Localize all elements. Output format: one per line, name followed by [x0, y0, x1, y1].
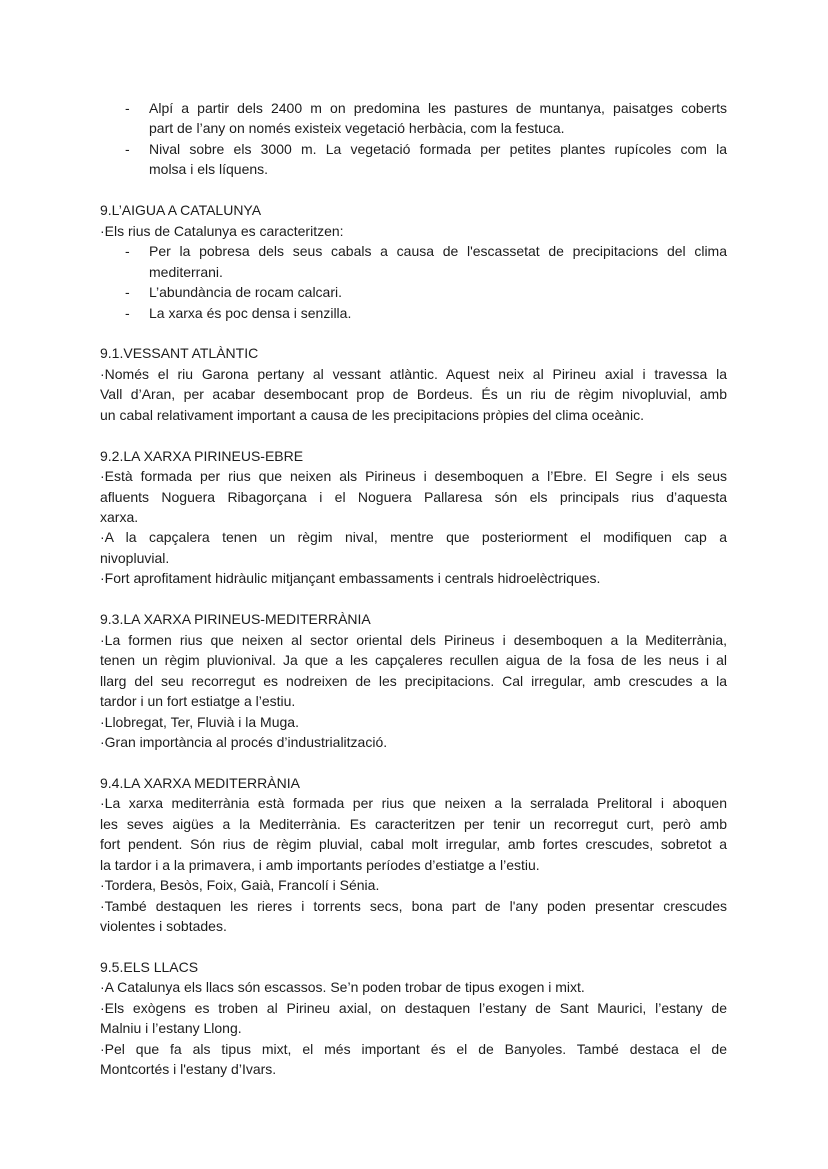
- text-line: Malniu i l’estany Llong.: [100, 1020, 242, 1037]
- text-line: tenen un règim pluvionival. Ja que a les capçaleres recullen aigua de la fosa de les neus i al: [100, 652, 727, 669]
- paragraph: [100, 630, 727, 712]
- bullet-item: [100, 241, 727, 282]
- text-line: mediterrani.: [149, 263, 223, 280]
- text-line: ·Els exògens es troben al Pirineu axial, on destaquen l’estany de Sant Maurici, l’estany de: [100, 999, 727, 1016]
- document-page: [100, 98, 727, 1080]
- text-line: ·Està formada per rius que neixen als Pirineus i desemboquen a l’Ebre. El Segre i els seus: [100, 468, 727, 485]
- text-line: un cabal relativament important a causa de les precipitacions pròpies del clima oceànic.: [100, 406, 644, 423]
- text-line: molsa i els líquens.: [149, 161, 269, 178]
- spacer: [100, 589, 727, 609]
- text-line: ·Pel que fa als tipus mixt, el més important és el de Banyoles. També destaca el de: [100, 1040, 727, 1057]
- text-line: ·Els rius de Catalunya es caracteritzen:: [100, 222, 344, 239]
- text-line: L’abundància de rocam calcari.: [149, 284, 343, 301]
- paragraph: [100, 1039, 727, 1080]
- text-line: ·Tordera, Besòs, Foix, Gaià, Francolí i Sénia.: [100, 877, 380, 894]
- section-heading: 9.3.LA XARXA PIRINEUS-MEDITERRÀNIA: [100, 611, 371, 628]
- text-line: xarxa.: [100, 509, 139, 526]
- bullet-item: [100, 303, 727, 323]
- spacer: [100, 180, 727, 200]
- paragraph: [100, 221, 727, 241]
- text-line: tardor i un fort estiatge a l’estiu.: [100, 693, 296, 710]
- spacer: [100, 937, 727, 957]
- bullet-item: [100, 98, 727, 139]
- paragraph: [100, 977, 727, 997]
- text-line: ·A Catalunya els llacs són escassos. Se’n poden trobar de tipus exogen i mixt.: [100, 979, 585, 996]
- text-line: violentes i sobtades.: [100, 918, 227, 935]
- paragraph: [100, 896, 727, 937]
- text-line: ·També destaquen les rieres i torrents secs, bona part de l'any poden presentar crescudes: [100, 897, 727, 914]
- section-heading: 9.L’AIGUA A CATALUNYA: [100, 202, 262, 219]
- bullet-dash-icon: -: [125, 100, 130, 116]
- bullet-dash-icon: -: [125, 243, 130, 260]
- text-line: ·La formen rius que neixen al sector oriental dels Pirineus i desemboquen a la Mediterrània,: [100, 631, 727, 648]
- section-heading: 9.4.LA XARXA MEDITERRÀNIA: [100, 774, 300, 791]
- text-line: Vall d’Aran, per acabar desembocant prop de Bordeus. És un riu de règim nivopluvial, amb: [100, 386, 727, 403]
- text-line: ·Fort aprofitament hidràulic mitjançant embassaments i centrals hidroelèctriques.: [100, 570, 601, 587]
- text-line: ·La xarxa mediterrània està formada per rius que neixen a la serralada Prelitoral i aboquen: [100, 795, 727, 812]
- paragraph: [100, 466, 727, 527]
- spacer: [100, 323, 727, 343]
- text-line: nivopluvial.: [100, 549, 170, 566]
- text-line: llarg del seu recorregut es nodreixen de les precipitacions. Cal irregular, amb crescudes a la: [100, 672, 727, 689]
- text-line: La xarxa és poc densa i senzilla.: [149, 304, 352, 321]
- spacer: [100, 752, 727, 772]
- bullet-item: [100, 139, 727, 180]
- paragraph: [100, 998, 727, 1039]
- text-line: Per la pobresa dels seus cabals a causa de l'escassetat de precipitacions del clima: [149, 243, 727, 260]
- text-line: Alpí a partir dels 2400 m on predomina les pastures de muntanya, paisatges coberts: [149, 100, 727, 116]
- paragraph: [100, 568, 727, 588]
- paragraph: [100, 875, 727, 895]
- bullet-dash-icon: -: [125, 284, 130, 301]
- section-heading: 9.5.ELS LLACS: [100, 958, 199, 975]
- text-line: Montcortés i l'estany d’Ivars.: [100, 1061, 277, 1078]
- bullet-dash-icon: -: [125, 304, 130, 321]
- paragraph: [100, 732, 727, 752]
- text-line: afluents Noguera Ribagorçana i el Noguera Pallaresa són els principals rius d’aquesta: [100, 488, 727, 505]
- text-line: Nival sobre els 3000 m. La vegetació formada per petites plantes rupícoles com la: [149, 140, 727, 157]
- paragraph: [100, 793, 727, 875]
- section-heading: 9.1.VESSANT ATLÀNTIC: [100, 345, 259, 362]
- paragraph: [100, 712, 727, 732]
- text-line: ·A la capçalera tenen un règim nival, mentre que posteriorment el modifiquen cap a: [100, 529, 727, 546]
- text-line: ·Només el riu Garona pertany al vessant atlàntic. Aquest neix al Pirineu axial i travessa la: [100, 365, 727, 382]
- text-line: part de l’any on només existeix vegetació herbàcia, com la festuca.: [149, 120, 565, 137]
- text-line: ·Gran importància al procés d’industrialització.: [100, 733, 388, 750]
- bullet-dash-icon: -: [125, 140, 130, 157]
- text-line: la tardor i a la primavera, i amb importants períodes d’estiatge a l’estiu.: [100, 856, 540, 873]
- paragraph: [100, 364, 727, 425]
- text-line: ·Llobregat, Ter, Fluvià i la Muga.: [100, 713, 299, 730]
- bullet-item: [100, 282, 727, 302]
- section-heading: 9.2.LA XARXA PIRINEUS-EBRE: [100, 447, 304, 464]
- spacer: [100, 425, 727, 445]
- text-line: les seves aigües a la Mediterrània. Es caracteritzen per tenir un recorregut curt, però amb: [100, 815, 727, 832]
- paragraph: [100, 527, 727, 568]
- text-line: fort pendent. Són rius de règim pluvial, cabal molt irregular, amb fortes crescudes, sobretot a: [100, 836, 727, 853]
